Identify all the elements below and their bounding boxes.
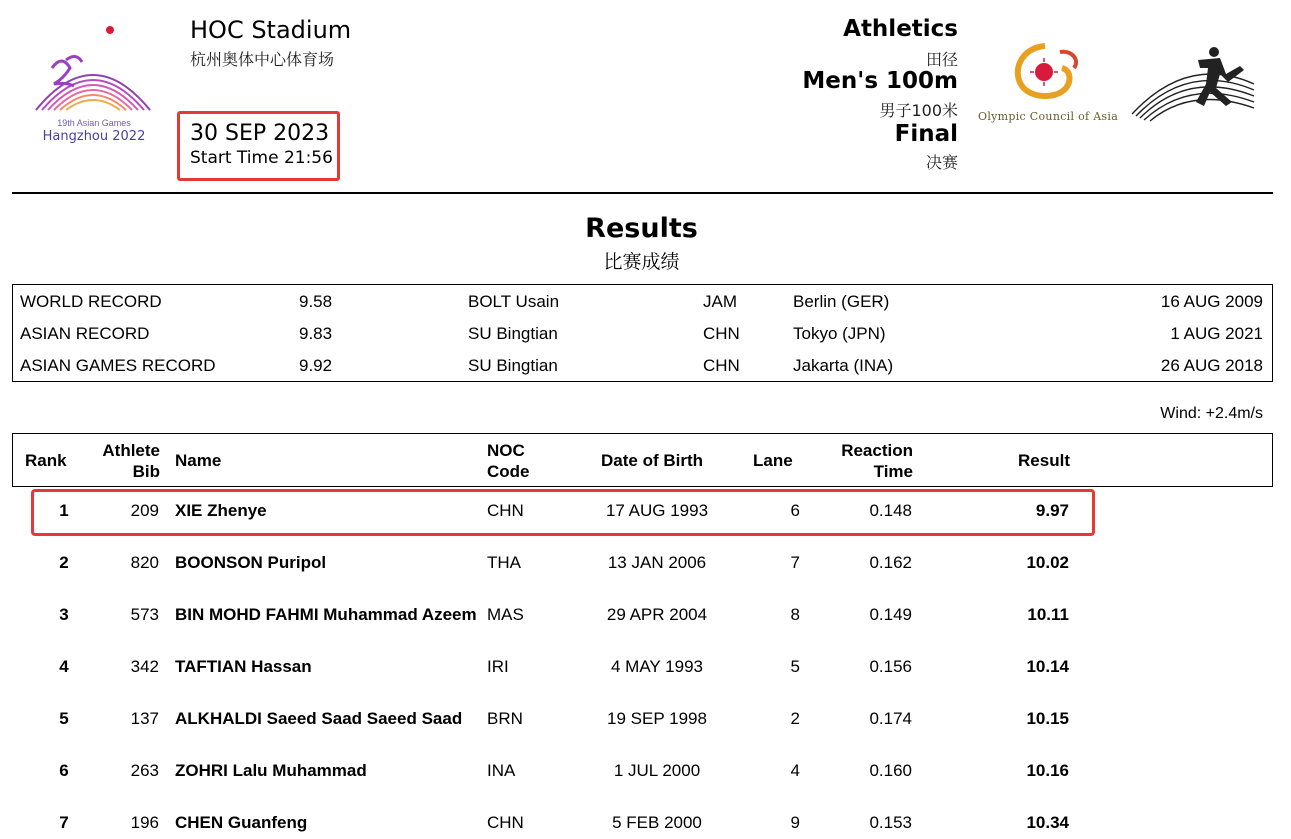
row-noc: BRN	[487, 709, 523, 728]
row-result: 10.14	[1026, 657, 1069, 676]
table-row	[12, 539, 1273, 591]
row-noc: THA	[487, 553, 521, 572]
row-rank: 5	[59, 709, 69, 728]
col-bib-line2: Bib	[132, 462, 160, 481]
sport-title: Athletics	[843, 16, 958, 42]
row-noc: MAS	[487, 605, 524, 624]
row-bib: 209	[130, 501, 159, 520]
record-place: Jakarta (INA)	[793, 356, 894, 375]
table-row	[12, 799, 1273, 839]
games-caption: 19th Asian Games	[57, 118, 131, 128]
record-place: Berlin (GER)	[793, 292, 890, 311]
start-time: Start Time 21:56	[190, 148, 333, 168]
record-holder: SU Bingtian	[468, 356, 558, 375]
row-dob: 5 FEB 2000	[612, 813, 702, 832]
oca-label: Olympic Council of Asia	[978, 110, 1119, 123]
row-dob: 19 SEP 1998	[607, 709, 707, 728]
record-name: WORLD RECORD	[20, 292, 162, 311]
row-name: BIN MOHD FAHMI Muhammad Azeem	[175, 605, 477, 624]
col-rank: Rank	[25, 451, 67, 470]
wind-reading: Wind: +2.4m/s	[1160, 405, 1263, 422]
venue-title-cn: 杭州奥体中心体育场	[190, 50, 335, 69]
record-holder: SU Bingtian	[468, 324, 558, 343]
col-reaction-line1: Reaction	[841, 441, 913, 460]
results-table-header	[12, 433, 1273, 487]
sport-title-cn: 田径	[925, 50, 958, 69]
col-reaction-line2: Time	[873, 462, 913, 481]
records-table	[12, 284, 1273, 382]
row-noc: IRI	[487, 657, 509, 676]
event-title: Men's 100m	[802, 68, 958, 94]
col-bib-line1: Athlete	[102, 441, 160, 460]
row-dob: 13 JAN 2006	[607, 553, 707, 572]
record-mark: 9.83	[299, 324, 333, 343]
row-reaction: 0.162	[869, 553, 912, 572]
athletics-pictogram-icon	[1128, 44, 1258, 122]
row-reaction: 0.153	[869, 813, 912, 832]
record-date: 26 AUG 2018	[1160, 356, 1263, 375]
row-bib: 263	[130, 761, 159, 780]
row-reaction: 0.174	[869, 709, 912, 728]
row-name: BOONSON Puripol	[175, 553, 327, 572]
row-bib: 342	[130, 657, 159, 676]
record-name: ASIAN GAMES RECORD	[20, 356, 216, 375]
row-noc: INA	[487, 761, 516, 780]
row-reaction: 0.149	[869, 605, 912, 624]
event-title-cn: 男子100米	[879, 101, 958, 120]
row-result: 10.16	[1026, 761, 1069, 780]
table-row	[12, 747, 1273, 799]
phase-title: Final	[894, 121, 958, 147]
row-dob: 29 APR 2004	[606, 605, 708, 624]
row-result: 10.11	[1027, 605, 1069, 624]
results-title: Results	[585, 213, 698, 244]
row-lane: 2	[790, 709, 800, 728]
row-bib: 820	[130, 553, 159, 572]
record-row	[13, 285, 1272, 317]
col-dob: Date of Birth	[601, 451, 703, 470]
record-date: 1 AUG 2021	[1170, 324, 1263, 343]
games-city: Hangzhou 2022	[42, 129, 146, 144]
record-holder: BOLT Usain	[468, 292, 560, 311]
row-reaction: 0.160	[869, 761, 912, 780]
row-lane: 7	[790, 553, 800, 572]
row-dob: 1 JUL 2000	[613, 761, 701, 780]
row-reaction: 0.148	[869, 501, 912, 520]
row-bib: 137	[130, 709, 159, 728]
col-name: Name	[175, 451, 222, 470]
record-row	[13, 317, 1272, 349]
header-divider	[12, 192, 1273, 194]
table-row	[12, 591, 1273, 643]
record-mark: 9.58	[299, 292, 333, 311]
row-rank: 2	[59, 553, 69, 572]
row-lane: 6	[790, 501, 800, 520]
winner-highlight-box	[31, 489, 1095, 536]
row-dob: 4 MAY 1993	[611, 657, 703, 676]
row-bib: 196	[130, 813, 159, 832]
row-name: CHEN Guanfeng	[175, 813, 308, 832]
row-lane: 9	[790, 813, 800, 832]
row-result: 9.97	[1035, 501, 1069, 520]
row-result: 10.02	[1026, 553, 1069, 572]
row-rank: 3	[59, 605, 69, 624]
row-noc: CHN	[487, 813, 524, 832]
row-name: TAFTIAN Hassan	[175, 657, 312, 676]
row-name: ALKHALDI Saeed Saad Saeed Saad	[175, 709, 463, 728]
row-reaction: 0.156	[869, 657, 912, 676]
record-date: 16 AUG 2009	[1160, 292, 1263, 311]
row-rank: 7	[59, 813, 69, 832]
record-noc: CHN	[703, 324, 740, 343]
row-rank: 6	[59, 761, 69, 780]
oca-logo	[1000, 42, 1090, 104]
col-noc-line2: Code	[487, 462, 530, 481]
row-result: 10.34	[1026, 813, 1069, 832]
table-row	[12, 643, 1273, 695]
col-noc-line1: NOC	[487, 441, 525, 460]
row-result: 10.15	[1026, 709, 1069, 728]
record-row	[13, 349, 1272, 381]
phase-title-cn: 决赛	[925, 153, 958, 172]
record-noc: CHN	[703, 356, 740, 375]
record-place: Tokyo (JPN)	[793, 324, 886, 343]
row-rank: 1	[59, 501, 69, 520]
table-row	[12, 695, 1273, 747]
row-rank: 4	[59, 657, 69, 676]
row-lane: 5	[790, 657, 800, 676]
row-bib: 573	[130, 605, 159, 624]
venue-title: HOC Stadium	[190, 16, 352, 44]
results-title-cn: 比赛成绩	[603, 251, 680, 273]
row-noc: CHN	[487, 501, 524, 520]
record-name: ASIAN RECORD	[20, 324, 150, 343]
row-dob: 17 AUG 1993	[605, 501, 709, 520]
row-name: XIE Zhenye	[175, 501, 267, 520]
record-mark: 9.92	[299, 356, 333, 375]
event-date: 30 SEP 2023	[190, 121, 330, 146]
row-lane: 4	[790, 761, 800, 780]
row-lane: 8	[790, 605, 800, 624]
row-name: ZOHRI Lalu Muhammad	[175, 761, 367, 780]
col-lane: Lane	[753, 451, 793, 470]
col-result: Result	[1018, 451, 1070, 470]
record-noc: JAM	[703, 292, 737, 311]
